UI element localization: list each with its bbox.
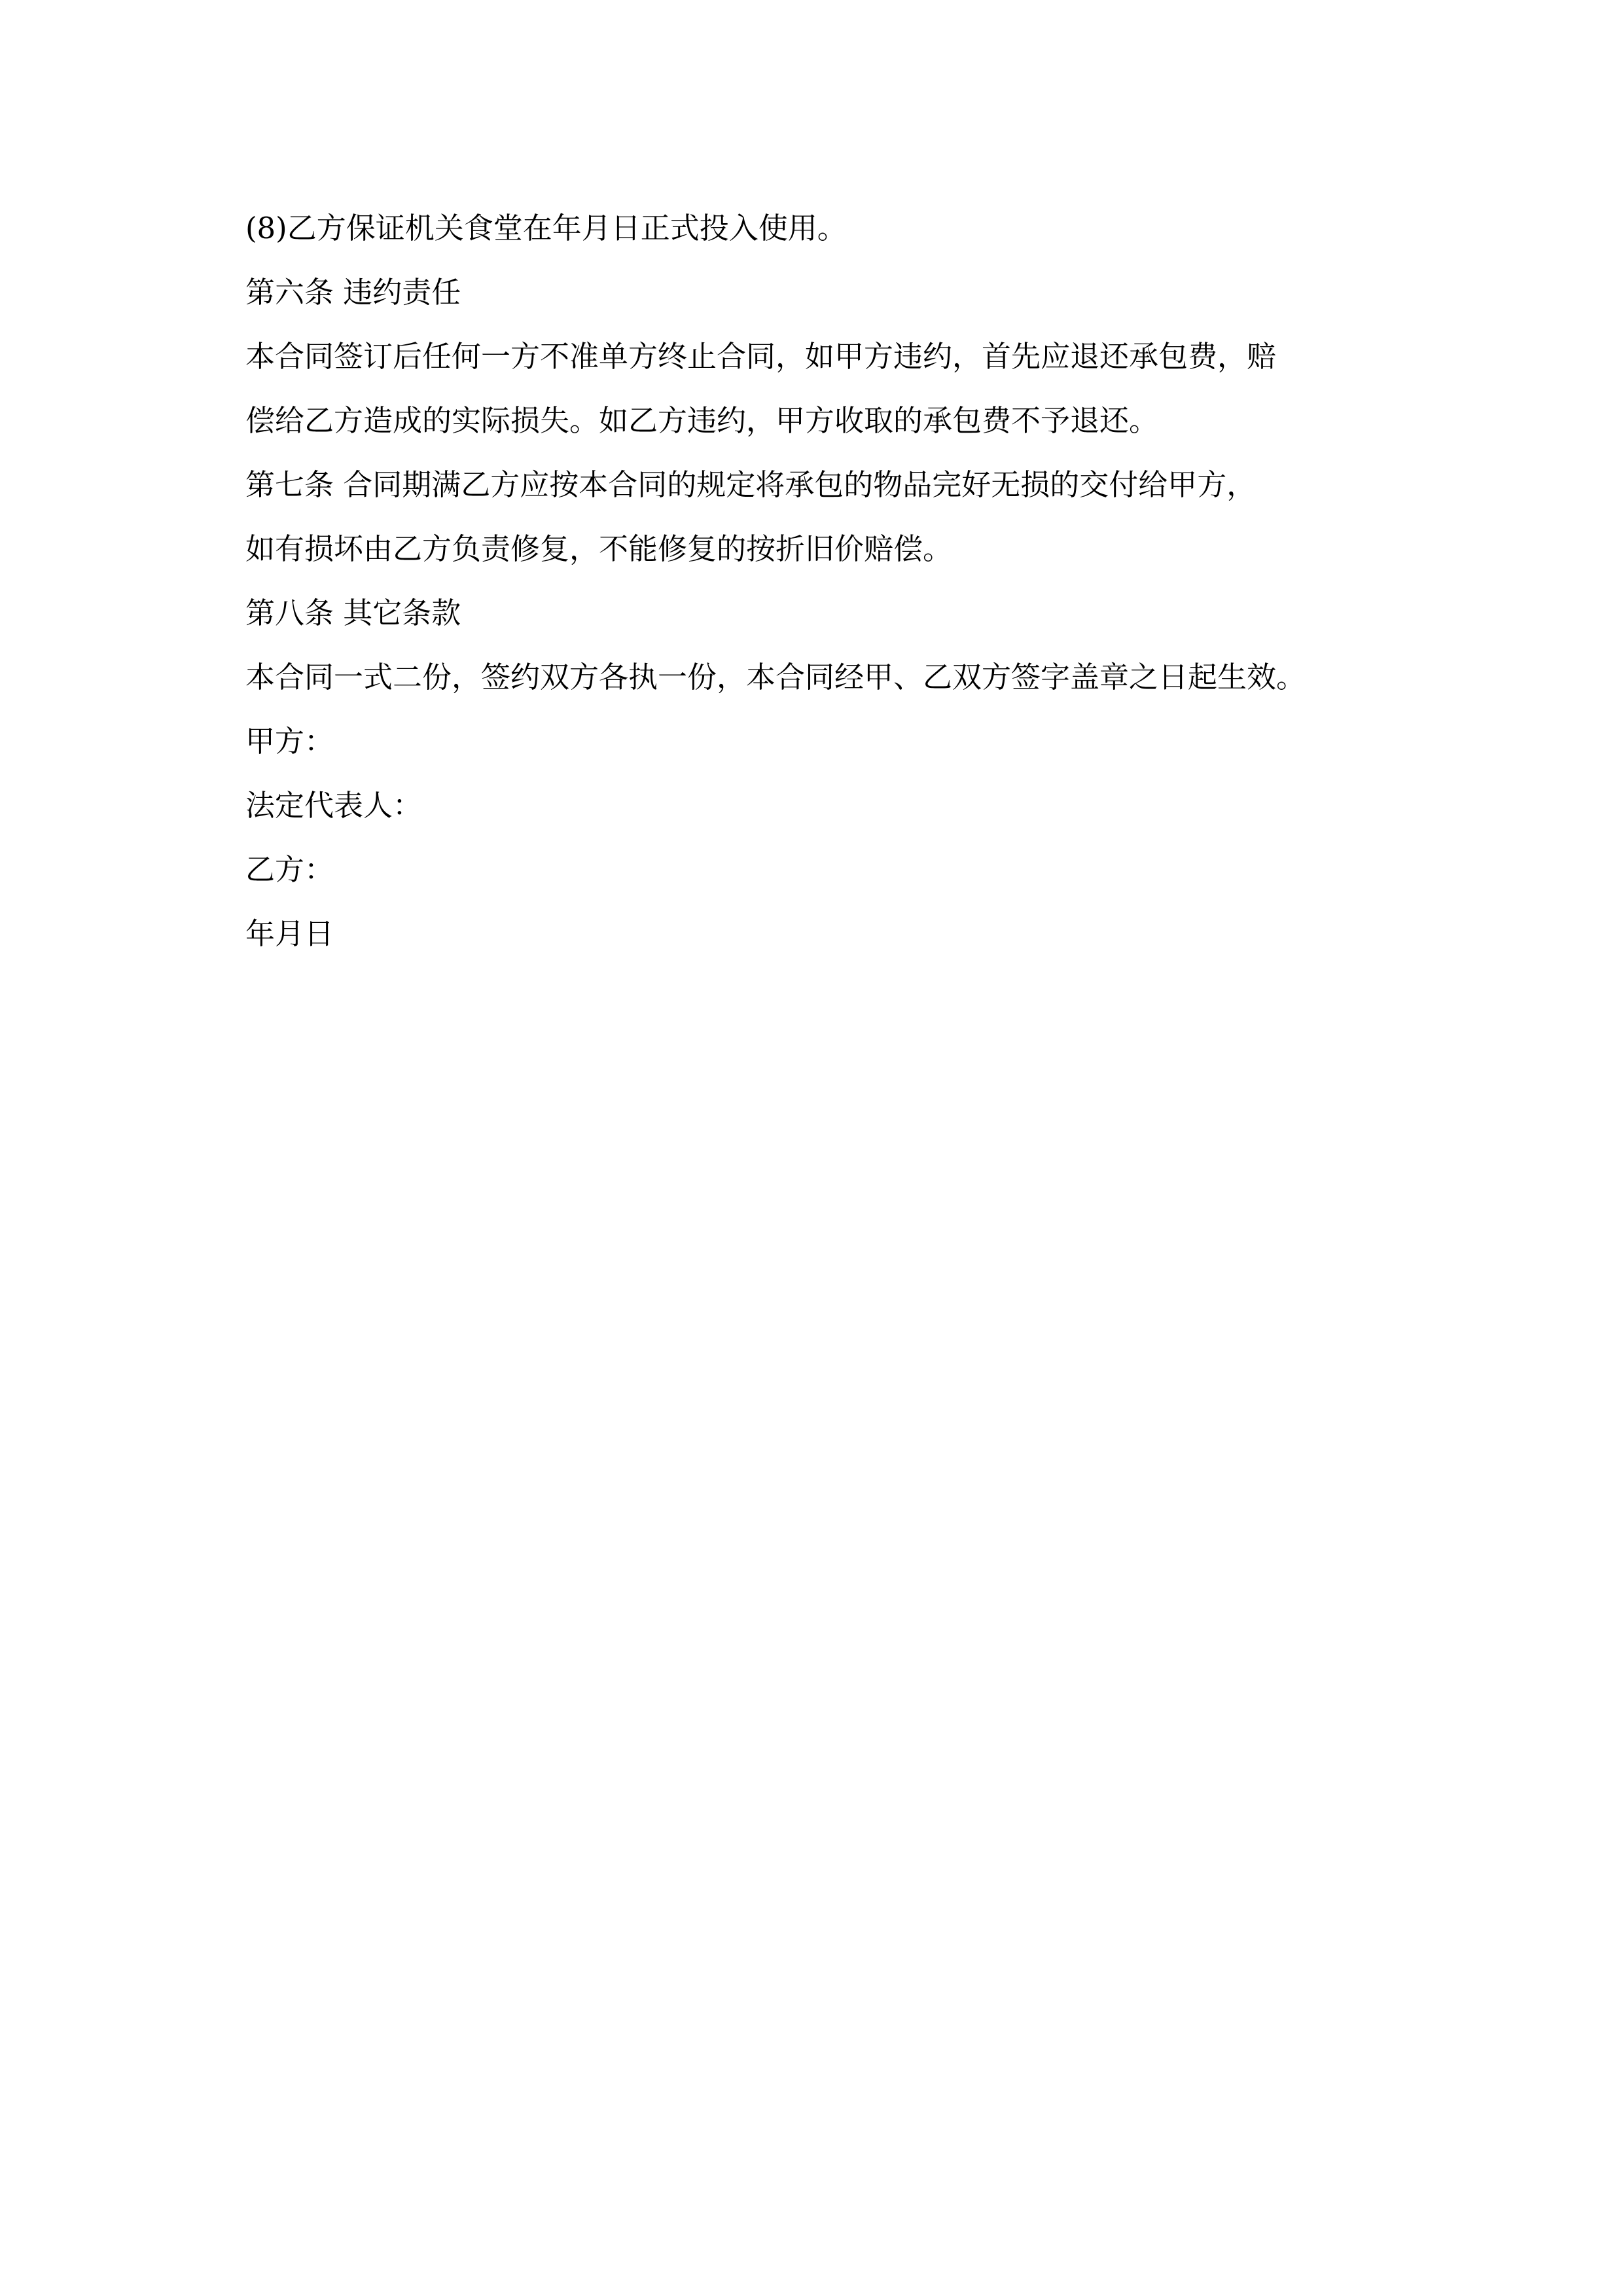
article-7-line-1: 第七条 合同期满乙方应按本合同的规定将承包的物品完好无损的交付给甲方， xyxy=(245,467,1257,502)
clause-8-line: (8)乙方保证机关食堂在年月日正式投入使用。 xyxy=(245,211,847,245)
date-label: 年月日 xyxy=(245,916,334,951)
party-b-label: 乙方： xyxy=(245,852,334,887)
article-6-text-line-2: 偿给乙方造成的实际损失。如乙方违约，甲方收取的承包费不予退还。 xyxy=(245,403,1159,438)
article-8-text: 本合同一式二份，签约双方各执一份，本合同经甲、乙双方签字盖章之日起生效。 xyxy=(245,660,1306,694)
article-6-heading: 第六条 违约责任 xyxy=(245,275,461,310)
article-8-heading: 第八条 其它条款 xyxy=(245,596,461,630)
legal-representative-label: 法定代表人： xyxy=(245,788,423,823)
document-body xyxy=(245,196,1397,966)
article-6-text-line-1: 本合同签订后任何一方不准单方终止合同，如甲方违约，首先应退还承包费，赔 xyxy=(245,339,1277,374)
party-a-label: 甲方： xyxy=(245,724,334,759)
article-7-line-2: 如有损坏由乙方负责修复，不能修复的按折旧价赔偿。 xyxy=(245,531,953,566)
